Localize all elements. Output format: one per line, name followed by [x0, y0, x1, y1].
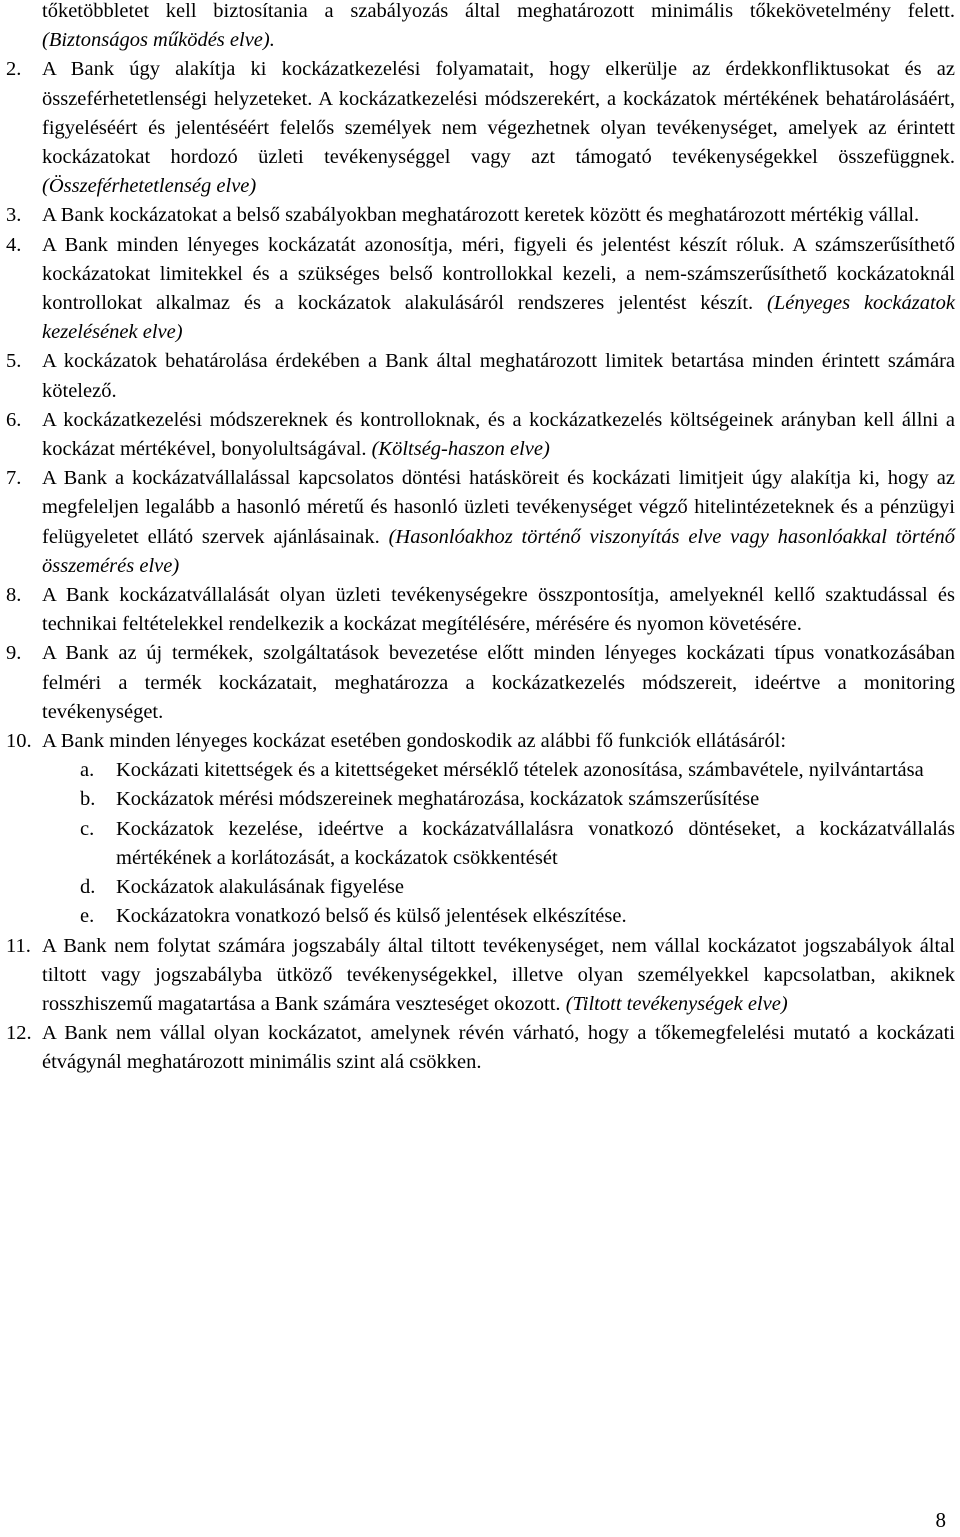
item-number: 5. — [6, 350, 22, 373]
item-text — [42, 1019, 955, 1077]
item-number: 2. — [6, 58, 22, 81]
item-body: A Bank nem vállal olyan kockázatot, amelynek révén várható, hogy a tőkemegfelelési mutató a kockázati étvágynál meghatározott minimális szint alá csökken. — [42, 1022, 955, 1074]
item-body: A Bank minden lényeges kockázatát azonosítja, méri, figyeli és jelentést készít róluk. A számszerűsíthető kockázatokat limitekkel és a szükséges belső kontrollokkal kezeli, a nem-számszerűsíthető kockázatoknál kontrollokat alkalmaz és a kockázatok alakulásáról rendszeres jelentést készít. — [42, 233, 955, 315]
list-item — [6, 932, 955, 1020]
item-text — [42, 406, 955, 464]
item-principle: (Összeférhetetlenség elve) — [42, 175, 257, 198]
sub-item-text: Kockázati kitettségek és a kitettségeket mérséklő tételek azonosítása, számbavétele, nyilvántartása — [116, 759, 924, 782]
sub-list-item — [80, 785, 955, 814]
item-number: 7. — [6, 467, 22, 490]
item-text — [42, 55, 955, 201]
item-number: 11. — [6, 934, 31, 957]
item-body: tőketöbbletet kell biztosítania a szabályozás által meghatározott minimális tőkekövetelmény felett. — [42, 0, 955, 22]
item-number — [6, 0, 42, 55]
sub-list-item — [80, 815, 955, 873]
item-number: 8. — [6, 584, 22, 607]
item-text — [42, 639, 955, 727]
list-item — [6, 581, 955, 639]
sub-item-letter: c. — [80, 817, 95, 840]
page-number: 8 — [935, 1508, 946, 1532]
item-text — [42, 347, 955, 405]
list-item — [6, 1019, 955, 1077]
sub-list-item — [80, 873, 955, 902]
document-body — [6, 0, 955, 1078]
list-item — [6, 727, 955, 756]
item-number: 12. — [6, 1022, 32, 1045]
sub-item-text: Kockázatok kezelése, ideértve a kockázatvállalásra vonatkozó döntéseket, a kockázatvállalás mértékének a korlátozását, a kockázatok csökkentését — [116, 817, 955, 869]
item-body: A Bank úgy alakítja ki kockázatkezelési folyamatait, hogy elkerülje az érdekkonfliktusokat és az összeférhetetlenségi helyzeteket. A kockázatkezelési módszerekért, a kockázatok mértékének behatárolásáért, figyeléséért és jelentéséért felelős személyek nem végezhetnek olyan tevékenységet, amelyek az érintett kockázatokat hordozó üzleti tevékenységgel vagy azt támogató tevékenységekkel összefüggnek. — [42, 58, 955, 169]
item-number: 10. — [6, 730, 32, 753]
item-body: A kockázatok behatárolása érdekében a Bank által meghatározott limitek betartása minden érintett számára kötelező. — [42, 350, 955, 402]
item-text — [42, 727, 955, 756]
sub-list — [80, 756, 955, 931]
item-number: 3. — [6, 204, 22, 227]
item-principle: (Költség-haszon elve) — [366, 438, 550, 461]
item-text — [42, 581, 955, 639]
list-item — [6, 201, 955, 230]
list-item — [6, 55, 955, 201]
sub-list-item — [80, 902, 955, 931]
list-item — [6, 406, 955, 464]
sub-item-text: Kockázatokra vonatkozó belső és külső jelentések elkészítése. — [116, 905, 627, 928]
item-principle: (Lényeges kockázatok kezelésének elve) — [42, 292, 956, 344]
item-body: A Bank kockázatokat a belső szabályokban meghatározott keretek között és meghatározott mértékig vállal. — [42, 204, 920, 227]
item-text — [42, 932, 955, 1020]
list-item — [6, 231, 955, 348]
item-principle: (Biztonságos működés elve). — [42, 29, 275, 52]
sub-item-letter: a. — [80, 759, 95, 782]
list-item — [6, 347, 955, 405]
item-text — [42, 231, 955, 348]
list-item — [6, 639, 955, 727]
sub-list-item — [80, 756, 955, 785]
item-text — [42, 464, 955, 581]
sub-item-letter: d. — [80, 876, 96, 899]
sub-item-letter: e. — [80, 905, 95, 928]
item-body: A Bank minden lényeges kockázat esetében gondoskodik az alábbi fő funkciók ellátásáról: — [42, 730, 787, 753]
sub-item-text: Kockázatok alakulásának figyelése — [116, 876, 405, 899]
item-principle: (Hasonlóakhoz történő viszonyítás elve vagy hasonlóakkal történő összemérés elve) — [42, 525, 955, 577]
list-item — [6, 0, 955, 55]
sub-item-text: Kockázatok mérési módszereinek meghatározása, kockázatok számszerűsítése — [116, 788, 760, 811]
item-number: 4. — [6, 233, 22, 256]
list-item — [6, 464, 955, 581]
item-principle: (Tiltott tevékenységek elve) — [560, 992, 788, 1015]
item-body: A Bank kockázatvállalását olyan üzleti tevékenységekre összpontosítja, amelyeknél kellő szaktudással és technikai feltételekkel rendelkezik a kockázat megítélésére, mérésére és nyomon követésére. — [42, 584, 955, 636]
item-body: A kockázatkezelési módszereknek és kontrolloknak, és a kockázatkezelés költségeinek arányban kell állni a kockázat mértékével, bonyolultságával. — [42, 408, 955, 461]
item-text — [42, 0, 955, 55]
item-number: 6. — [6, 408, 22, 431]
item-body: A Bank a kockázatvállalással kapcsolatos döntési hatásköreit és kockázati limitjeit úgy alakítja ki, hogy az megfeleljen legalább a hasonló méretű és hasonló üzleti tevékenységet végző hitelintézeteknek és a pénzügyi felügyeletet ellátó szervek ajánlásainak. — [42, 467, 955, 548]
item-number: 9. — [6, 642, 22, 665]
item-body: A Bank az új termékek, szolgáltatások bevezetése előtt minden lényeges kockázati típus vonatkozásában felméri a termék kockázatait, meghatározza a kockázatkezelés módszereit, ideértve a monitoring tevékenységet. — [42, 642, 955, 723]
item-text — [42, 201, 955, 230]
item-body: A Bank nem folytat számára jogszabály által tiltott tevékenységet, nem vállal kockázatot jogszabályok által tiltott vagy jogszabályba ütköző tevékenységekkel, illetve olyan személyekkel kapcsolatban, akiknek rosszhiszemű magatartása a Bank számára veszteséget okozott. — [42, 934, 955, 1015]
sub-item-letter: b. — [80, 788, 96, 811]
